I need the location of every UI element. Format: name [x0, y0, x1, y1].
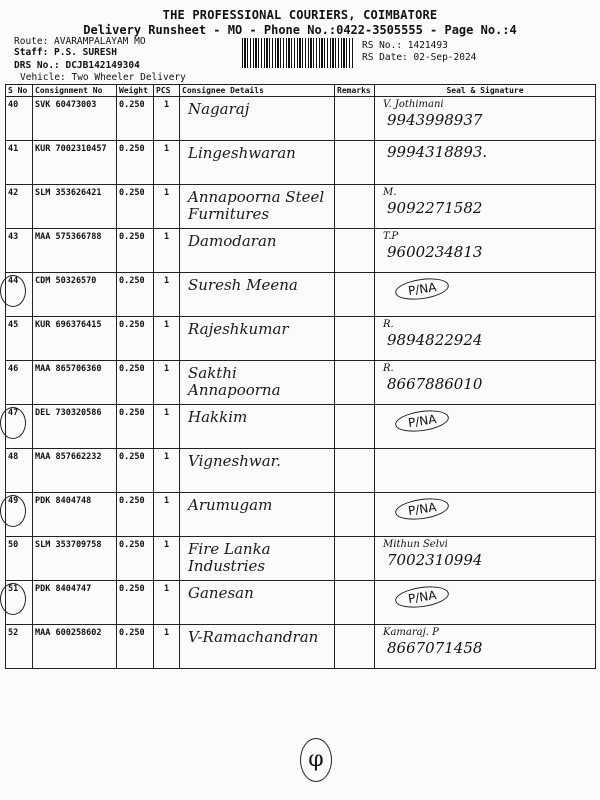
receiver-phone: 9600234813: [387, 243, 483, 261]
col-remarks: Remarks: [335, 85, 375, 97]
row-consignee-cell: [180, 273, 335, 317]
row-consignment: SVK 60473003: [33, 97, 117, 141]
table-row: [6, 273, 596, 317]
company-title: THE PROFESSIONAL COURIERS, COIMBATORE: [162, 8, 438, 22]
row-consignee-cell: [180, 449, 335, 493]
row-pcs: 1: [154, 405, 180, 449]
table-row: [6, 449, 596, 493]
row-weight: 0.250: [117, 273, 154, 317]
row-consignee-cell: [180, 537, 335, 581]
table-row: [6, 537, 596, 581]
row-weight: 0.250: [117, 493, 154, 537]
receiver-signature: Mithun Selvi: [383, 539, 448, 550]
table-row: [6, 361, 596, 405]
consignee-name: Suresh Meena: [188, 276, 298, 294]
row-consignment: SLM 353626421: [33, 185, 117, 229]
table-row: [6, 317, 596, 361]
row-remarks: [335, 317, 375, 361]
row-consignee-cell: [180, 229, 335, 273]
row-remarks: [335, 229, 375, 273]
row-remarks: [335, 581, 375, 625]
row-remarks: [335, 185, 375, 229]
row-seal-signature: [375, 229, 596, 273]
consignee-name: Ganesan: [188, 584, 254, 602]
row-weight: 0.250: [117, 141, 154, 185]
row-consignment: MAA 600258602: [33, 625, 117, 669]
table-row: [6, 493, 596, 537]
row-pcs: 1: [154, 317, 180, 361]
row-consignee-cell: [180, 317, 335, 361]
row-weight: 0.250: [117, 405, 154, 449]
receiver-phone: 7002310994: [387, 551, 483, 569]
consignee-name: Nagaraj: [188, 100, 250, 118]
consignee-name: Vigneshwar.: [188, 452, 281, 470]
receiver-phone: 8667071458: [387, 639, 483, 657]
staff-label: Staff: P.S. SURESH: [14, 47, 117, 58]
consignee-name: Sakthi Annapoorna: [188, 364, 281, 399]
consignee-name: Rajeshkumar: [188, 320, 289, 338]
row-consignee-cell: [180, 141, 335, 185]
consignee-name: Arumugam: [188, 496, 273, 514]
row-consignee-cell: [180, 97, 335, 141]
table-row: [6, 405, 596, 449]
row-seal-signature: [375, 97, 596, 141]
row-remarks: [335, 625, 375, 669]
row-sno: 49: [6, 493, 33, 537]
table-row: [6, 625, 596, 669]
row-remarks: [335, 405, 375, 449]
row-seal-signature: [375, 273, 596, 317]
row-seal-signature: [375, 405, 596, 449]
table-row: [6, 229, 596, 273]
row-seal-signature: [375, 493, 596, 537]
row-sno: 50: [6, 537, 33, 581]
col-signature: Seal & Signature: [375, 85, 596, 97]
circle-mark: [0, 275, 26, 307]
row-consignee-cell: [180, 493, 335, 537]
row-sno: 41: [6, 141, 33, 185]
col-pcs: PCS: [154, 85, 180, 97]
row-pcs: 1: [154, 185, 180, 229]
row-remarks: [335, 97, 375, 141]
receiver-phone: 9994318893.: [387, 143, 488, 161]
row-consignment: PDK 8404747: [33, 581, 117, 625]
col-consignment: Consignment No: [33, 85, 117, 97]
consignee-name: V-Ramachandran: [188, 628, 319, 646]
receiver-phone: 9092271582: [387, 199, 483, 217]
table-header-row: [6, 85, 596, 97]
table-row: [6, 97, 596, 141]
row-sno: 43: [6, 229, 33, 273]
row-remarks: [335, 449, 375, 493]
row-sno: 52: [6, 625, 33, 669]
row-sno: 44: [6, 273, 33, 317]
circle-mark: [0, 407, 26, 439]
col-consignee: Consignee Details: [180, 85, 335, 97]
row-seal-signature: [375, 537, 596, 581]
receiver-signature: R.: [383, 319, 394, 330]
receiver-signature: R.: [383, 363, 394, 374]
runsheet-table: [5, 84, 596, 669]
row-pcs: 1: [154, 141, 180, 185]
rs-date: RS Date: 02-Sep-2024: [362, 52, 477, 63]
row-seal-signature: [375, 317, 596, 361]
receiver-phone: 9894822924: [387, 331, 483, 349]
barcode-image: [242, 38, 354, 68]
consignee-name: Damodaran: [188, 232, 277, 250]
row-remarks: [335, 273, 375, 317]
row-weight: 0.250: [117, 449, 154, 493]
row-sno: 48: [6, 449, 33, 493]
row-seal-signature: [375, 185, 596, 229]
row-weight: 0.250: [117, 229, 154, 273]
rs-number: RS No.: 1421493: [362, 40, 448, 51]
row-remarks: [335, 141, 375, 185]
row-consignment: MAA 575366788: [33, 229, 117, 273]
row-sno: 51: [6, 581, 33, 625]
row-sno: 42: [6, 185, 33, 229]
row-remarks: [335, 537, 375, 581]
row-consignment: SLM 353709758: [33, 537, 117, 581]
table-row: [6, 141, 596, 185]
row-weight: 0.250: [117, 317, 154, 361]
row-consignment: CDM 50326570: [33, 273, 117, 317]
pna-stamp: P/NA: [394, 407, 451, 434]
row-sno: 40: [6, 97, 33, 141]
col-sno: S No: [6, 85, 33, 97]
consignee-name: Lingeshwaran: [188, 144, 296, 162]
receiver-phone: 8667886010: [387, 375, 483, 393]
runsheet-subtitle: Delivery Runsheet - MO - Phone No.:0422-3505555 - Page No.:4: [83, 23, 517, 37]
row-consignment: MAA 857662232: [33, 449, 117, 493]
consignee-name: Annapoorna Steel Furnitures: [188, 188, 325, 223]
row-weight: 0.250: [117, 97, 154, 141]
row-consignment: KUR 7002310457: [33, 141, 117, 185]
receiver-signature: T.P: [383, 231, 399, 242]
row-pcs: 1: [154, 273, 180, 317]
route-label: Route: AVARAMPALAYAM MO: [14, 36, 146, 47]
row-pcs: 1: [154, 625, 180, 669]
receiver-signature: M.: [383, 187, 397, 198]
row-remarks: [335, 361, 375, 405]
handwritten-mark: φ: [300, 738, 332, 782]
row-consignment: MAA 865706360: [33, 361, 117, 405]
circle-mark: [0, 495, 26, 527]
row-consignee-cell: [180, 361, 335, 405]
row-consignee-cell: [180, 581, 335, 625]
circle-mark: [0, 583, 26, 615]
row-seal-signature: [375, 581, 596, 625]
row-pcs: 1: [154, 449, 180, 493]
row-consignment: PDK 8404748: [33, 493, 117, 537]
row-sno: 45: [6, 317, 33, 361]
row-weight: 0.250: [117, 361, 154, 405]
table-row: [6, 185, 596, 229]
row-seal-signature: [375, 449, 596, 493]
row-consignee-cell: [180, 405, 335, 449]
row-seal-signature: [375, 625, 596, 669]
row-consignment: DEL 730320586: [33, 405, 117, 449]
row-pcs: 1: [154, 537, 180, 581]
pna-stamp: P/NA: [394, 495, 451, 522]
vehicle-label: Vehicle: Two Wheeler Delivery: [20, 72, 186, 83]
row-pcs: 1: [154, 493, 180, 537]
col-weight: Weight: [117, 85, 154, 97]
table-row: [6, 581, 596, 625]
row-sno: 47: [6, 405, 33, 449]
receiver-signature: V. Jothimani: [383, 99, 444, 110]
consignee-name: Fire Lanka Industries: [188, 540, 271, 575]
row-weight: 0.250: [117, 185, 154, 229]
row-seal-signature: [375, 141, 596, 185]
consignee-name: Hakkim: [188, 408, 248, 426]
drs-number: DRS No.: DCJB142149304: [14, 60, 140, 71]
row-consignee-cell: [180, 625, 335, 669]
row-seal-signature: [375, 361, 596, 405]
pna-stamp: P/NA: [394, 275, 451, 302]
receiver-signature: Kamaraj. P: [383, 627, 439, 638]
row-sno: 46: [6, 361, 33, 405]
row-weight: 0.250: [117, 625, 154, 669]
row-consignee-cell: [180, 185, 335, 229]
row-weight: 0.250: [117, 581, 154, 625]
row-consignment: KUR 696376415: [33, 317, 117, 361]
row-pcs: 1: [154, 581, 180, 625]
row-pcs: 1: [154, 361, 180, 405]
row-pcs: 1: [154, 97, 180, 141]
receiver-phone: 9943998937: [387, 111, 483, 129]
pna-stamp: P/NA: [394, 583, 451, 610]
row-weight: 0.250: [117, 537, 154, 581]
row-pcs: 1: [154, 229, 180, 273]
row-remarks: [335, 493, 375, 537]
